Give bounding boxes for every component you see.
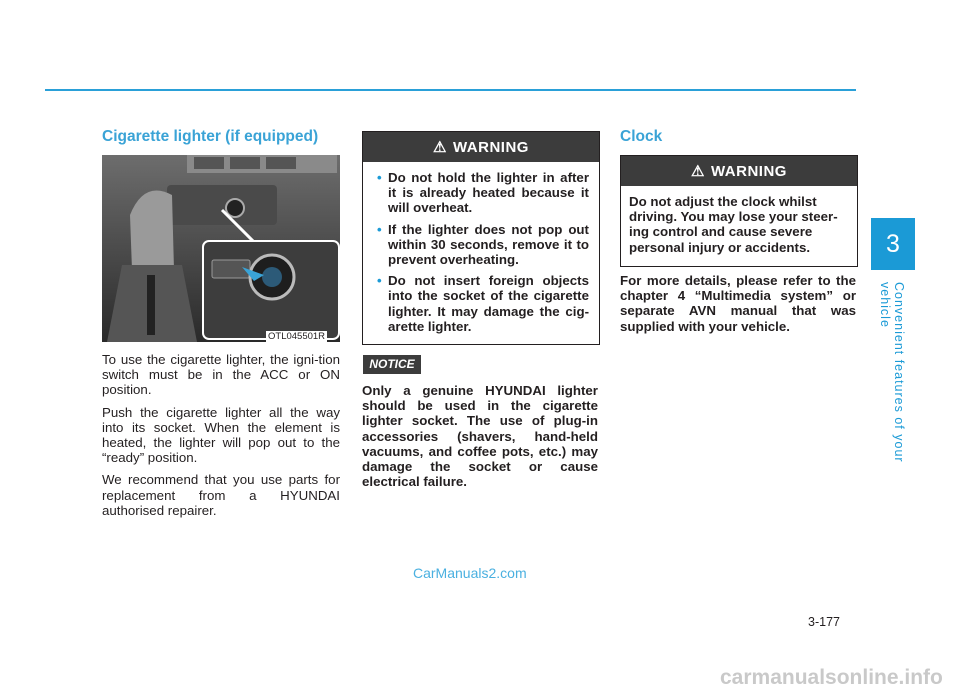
- paragraph: To use the cigarette lighter, the igni-tion switch must be in the ACC or ON position.: [102, 352, 340, 398]
- bullet-dot-icon: •: [377, 273, 382, 289]
- warning-item: [377, 222, 589, 268]
- warning-item-text: If the lighter does not pop out within 30 seconds, remove it to prevent overheating.: [388, 221, 589, 268]
- warning-box-lighter: [362, 131, 600, 345]
- warning-item-text: Do not insert foreign objects into the socket of the cigarette lighter. It may damage the cig-arette lighter.: [388, 273, 589, 334]
- header-rule: [45, 89, 856, 91]
- clock-text: For more details, please refer to the chapter 4 “Multimedia system” or separate AVN manual that was supplied with your vehicle.: [620, 273, 856, 334]
- page-number: 3-177: [808, 615, 840, 629]
- paragraph: We recommend that you use parts for replacement from a HYUNDAI authorised repairer.: [102, 472, 340, 518]
- chapter-title: Convenient features of your vehicle: [878, 282, 906, 463]
- site-mark: carmanualsonline.info: [720, 666, 943, 689]
- warning-header: [363, 132, 599, 162]
- lighter-body: [102, 352, 340, 525]
- chapter-tab: 3: [871, 218, 915, 270]
- clock-title: Clock: [620, 128, 663, 145]
- paragraph: Push the cigarette lighter all the way into its socket. When the element is heated, the lighter will pop out to the “ready” position.: [102, 404, 340, 466]
- warning-triangle-icon: ⚠: [691, 163, 705, 180]
- image-code: OTL045501R: [268, 331, 326, 342]
- notice-text: Only a genuine HYUNDAI lighter should be used in the cigarette lighter socket. The use of plug-in accessories (shavers, hand-held vacuums, and coffee pots, etc.) may damage the socket or cause electrical failure.: [362, 383, 598, 490]
- warning-text: Do not adjust the clock whilst driving. You may lose your steer-ing control and cause severe personal injury or accidents.: [629, 194, 838, 255]
- warning-header: [621, 156, 857, 186]
- bullet-dot-icon: •: [377, 170, 382, 185]
- warning-label: WARNING: [452, 138, 529, 156]
- warning-item: [377, 273, 589, 334]
- watermark: CarManuals2.com: [413, 565, 527, 581]
- warning-item: [377, 170, 589, 216]
- lighter-photo: [102, 155, 340, 342]
- notice-badge: NOTICE: [363, 355, 421, 374]
- bullet-dot-icon: •: [377, 221, 382, 237]
- warning-triangle-icon: ⚠: [433, 139, 447, 156]
- warning-box-clock: [620, 155, 858, 267]
- lighter-title: Cigarette lighter (if equipped): [102, 128, 319, 145]
- warning-body: [363, 162, 599, 350]
- warning-label: WARNING: [710, 162, 787, 180]
- lighter-illustration: [102, 155, 340, 342]
- warning-item-text: Do not hold the lighter in after it is already heated because it will overheat.: [388, 170, 589, 216]
